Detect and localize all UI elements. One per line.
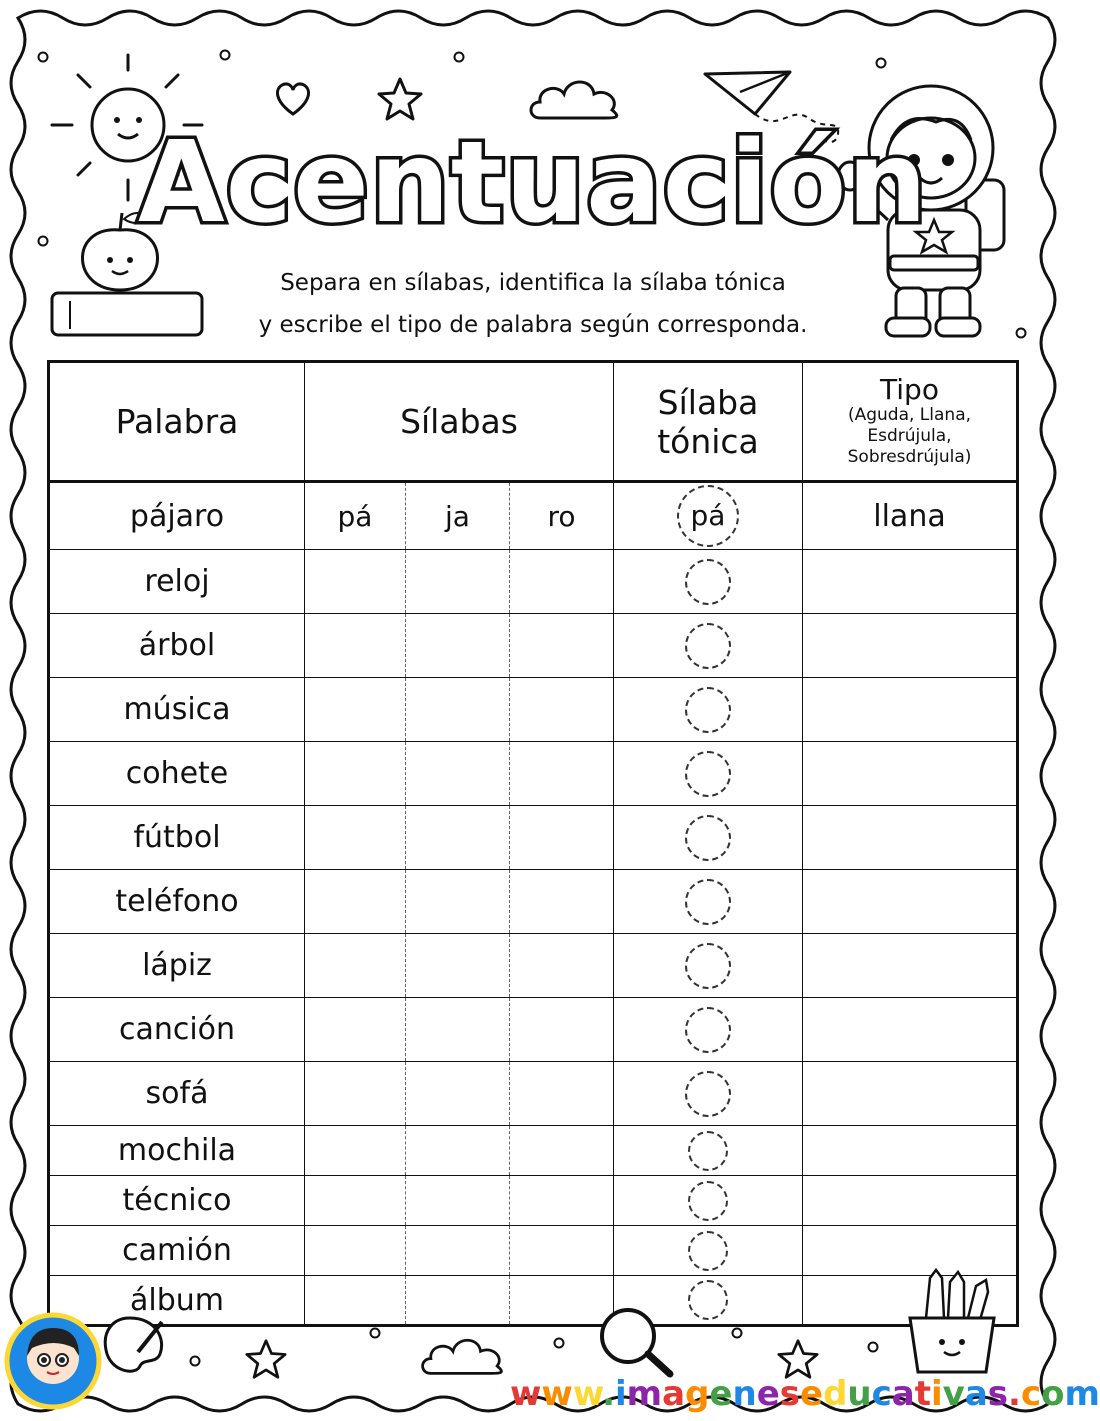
url-letter: d xyxy=(823,1374,848,1414)
url-letter: w xyxy=(572,1374,603,1414)
type-blank[interactable] xyxy=(803,1062,1018,1126)
header-tonica-line1: Sílaba xyxy=(657,382,759,422)
cloud-icon xyxy=(526,72,626,124)
cloud-icon xyxy=(418,1330,510,1380)
syllable-blank-3[interactable] xyxy=(510,678,614,742)
url-letter: c xyxy=(871,1374,892,1414)
example-type: llana xyxy=(803,482,1018,550)
syllable-blank-2[interactable] xyxy=(406,1126,510,1176)
stressed-syllable-circle[interactable] xyxy=(685,1071,731,1117)
word-cell: álbum xyxy=(49,1276,305,1326)
word-cell: lápiz xyxy=(49,934,305,998)
url-letter: g xyxy=(685,1374,710,1414)
url-letter: w xyxy=(541,1374,573,1414)
syllable-blank-1[interactable] xyxy=(305,998,406,1062)
header-tipo-options-2: Esdrújula, xyxy=(867,426,952,446)
stressed-syllable-cell xyxy=(614,678,803,742)
header-tonica-line2: tónica xyxy=(657,421,759,461)
table-row xyxy=(49,806,1018,870)
syllable-blank-1[interactable] xyxy=(305,550,406,614)
syllable-blank-2[interactable] xyxy=(406,1176,510,1226)
syllable-blank-3[interactable] xyxy=(510,998,614,1062)
site-url[interactable] xyxy=(510,1374,1100,1414)
syllable-blank-1[interactable] xyxy=(305,614,406,678)
word-cell: fútbol xyxy=(49,806,305,870)
word-cell: camión xyxy=(49,1226,305,1276)
stressed-syllable-circle[interactable] xyxy=(685,815,731,861)
url-letter: a xyxy=(662,1374,686,1414)
url-letter: i xyxy=(615,1374,627,1414)
header-tipo-options-3: Sobresdrújula) xyxy=(847,447,972,467)
decor-dot-icon xyxy=(36,50,50,64)
type-blank[interactable] xyxy=(803,998,1018,1062)
type-blank[interactable] xyxy=(803,1126,1018,1176)
syllable-blank-1[interactable] xyxy=(305,1126,406,1176)
stressed-syllable-cell xyxy=(614,1062,803,1126)
header-tipo-label: Tipo xyxy=(880,373,939,406)
table-row xyxy=(49,678,1018,742)
word-cell: cohete xyxy=(49,742,305,806)
syllable-blank-3[interactable] xyxy=(510,1226,614,1276)
syllable-blank-2[interactable] xyxy=(406,742,510,806)
syllable-blank-1[interactable] xyxy=(305,1176,406,1226)
stressed-syllable-cell xyxy=(614,1126,803,1176)
star-icon xyxy=(244,1338,288,1380)
stressed-syllable-cell xyxy=(614,934,803,998)
stressed-syllable-circle[interactable] xyxy=(685,687,731,733)
table-row xyxy=(49,870,1018,934)
url-letter: e xyxy=(800,1374,824,1414)
stressed-syllable-cell xyxy=(614,806,803,870)
instruction-line-2: y escribe el tipo de palabra según corresponda. xyxy=(258,312,808,338)
stressed-syllable-cell xyxy=(614,998,803,1062)
table-row xyxy=(49,550,1018,614)
table-row xyxy=(49,934,1018,998)
word-cell: técnico xyxy=(49,1176,305,1226)
header-silabas: Sílabas xyxy=(305,362,614,482)
palette-brush-icon xyxy=(100,1310,170,1380)
syllable-blank-1[interactable] xyxy=(305,934,406,998)
header-silaba-tonica xyxy=(614,362,803,482)
pencil-cup-icon xyxy=(900,1268,1004,1378)
type-blank[interactable] xyxy=(803,1176,1018,1226)
url-letter: . xyxy=(602,1374,616,1414)
url-letter: t xyxy=(914,1374,931,1414)
stressed-syllable-cell xyxy=(614,550,803,614)
stressed-syllable-cell xyxy=(614,614,803,678)
table-row xyxy=(49,1276,1018,1326)
syllable-blank-1[interactable] xyxy=(305,806,406,870)
syllable-blank-1[interactable] xyxy=(305,1062,406,1126)
decor-dot-icon xyxy=(452,50,466,64)
type-blank[interactable] xyxy=(803,678,1018,742)
syllable-blank-2[interactable] xyxy=(406,998,510,1062)
syllable-blank-3[interactable] xyxy=(510,550,614,614)
url-letter: a xyxy=(964,1374,988,1414)
decor-dot-icon xyxy=(218,48,232,62)
syllable-blank-2[interactable] xyxy=(406,614,510,678)
syllable-blank-2[interactable] xyxy=(406,870,510,934)
decor-dot-icon xyxy=(874,56,888,70)
type-blank[interactable] xyxy=(803,742,1018,806)
stressed-syllable-circle[interactable] xyxy=(685,1007,731,1053)
url-letter: v xyxy=(942,1374,965,1414)
heart-icon xyxy=(272,80,314,118)
table-row xyxy=(49,1226,1018,1276)
syllable-blank-1[interactable] xyxy=(305,870,406,934)
magnifier-icon xyxy=(592,1304,688,1378)
url-letter: c xyxy=(1020,1374,1042,1414)
syllable-blank-1[interactable] xyxy=(305,742,406,806)
syllable-blank-3[interactable] xyxy=(510,742,614,806)
stressed-syllable-circle[interactable] xyxy=(688,1280,728,1320)
decor-dot-icon xyxy=(730,1326,744,1340)
stressed-syllable-circle[interactable] xyxy=(688,1181,728,1221)
example-stressed-cell xyxy=(614,482,803,550)
type-blank[interactable] xyxy=(803,870,1018,934)
syllable-blank-2[interactable] xyxy=(406,1062,510,1126)
syllable-blank-2[interactable] xyxy=(406,934,510,998)
type-blank[interactable] xyxy=(803,614,1018,678)
decor-dot-icon xyxy=(866,1340,880,1354)
example-word: pájaro xyxy=(49,482,305,550)
site-logo-icon xyxy=(4,1312,102,1410)
stressed-syllable-circle[interactable] xyxy=(688,1131,728,1171)
word-cell: música xyxy=(49,678,305,742)
syllable-blank-3[interactable] xyxy=(510,806,614,870)
word-cell: mochila xyxy=(49,1126,305,1176)
syllable-blank-3[interactable] xyxy=(510,1062,614,1126)
type-blank[interactable] xyxy=(803,806,1018,870)
table-row xyxy=(49,742,1018,806)
example-syllable-3: ro xyxy=(510,482,614,550)
stressed-syllable-cell xyxy=(614,870,803,934)
syllable-blank-1[interactable] xyxy=(305,678,406,742)
word-cell: sofá xyxy=(49,1062,305,1126)
url-letter: n xyxy=(732,1374,757,1414)
url-letter: a xyxy=(891,1374,915,1414)
url-letter: m xyxy=(1064,1374,1100,1414)
url-letter: w xyxy=(510,1374,542,1414)
worksheet-title: Acentuación xyxy=(137,118,929,248)
header-tipo-options-1: (Aguda, Llana, xyxy=(847,405,972,425)
type-blank[interactable] xyxy=(803,934,1018,998)
url-letter: . xyxy=(1008,1374,1021,1414)
example-syllable-1: pá xyxy=(305,482,406,550)
syllable-blank-3[interactable] xyxy=(510,614,614,678)
stressed-syllable-cell xyxy=(614,1176,803,1226)
url-letter: e xyxy=(709,1374,733,1414)
decor-dot-icon xyxy=(552,1336,566,1350)
stressed-syllable-circle[interactable] xyxy=(685,879,731,925)
syllable-blank-2[interactable] xyxy=(406,1226,510,1276)
table-row xyxy=(49,1126,1018,1176)
word-cell: reloj xyxy=(49,550,305,614)
stressed-syllable-circle[interactable] xyxy=(685,943,731,989)
syllable-blank-2[interactable] xyxy=(406,678,510,742)
stressed-syllable-circle[interactable] xyxy=(685,751,731,797)
syllable-blank-1[interactable] xyxy=(305,1226,406,1276)
table-row xyxy=(49,614,1018,678)
syllable-blank-3[interactable] xyxy=(510,1176,614,1226)
url-letter: u xyxy=(847,1374,872,1414)
stressed-syllable-circle[interactable] xyxy=(685,559,731,605)
syllable-blank-2[interactable] xyxy=(406,806,510,870)
decor-dot-icon xyxy=(368,1326,382,1340)
url-letter: s xyxy=(779,1374,800,1414)
url-letter: m xyxy=(626,1374,663,1414)
url-letter: i xyxy=(931,1374,943,1414)
table-row xyxy=(49,1176,1018,1226)
url-letter: s xyxy=(987,1374,1009,1414)
star-icon xyxy=(376,76,424,122)
type-blank[interactable] xyxy=(803,550,1018,614)
syllable-blank-3[interactable] xyxy=(510,870,614,934)
syllable-blank-3[interactable] xyxy=(510,1126,614,1176)
example-stressed-syllable: pá xyxy=(677,485,739,547)
syllable-blank-2[interactable] xyxy=(406,550,510,614)
header-palabra: Palabra xyxy=(49,362,305,482)
example-row xyxy=(49,482,1018,550)
table-header-row xyxy=(49,362,1018,482)
decor-dot-icon xyxy=(188,1354,202,1368)
syllable-blank-1[interactable] xyxy=(305,1276,406,1326)
stressed-syllable-circle[interactable] xyxy=(685,623,731,669)
syllable-blank-3[interactable] xyxy=(510,934,614,998)
accentuation-table xyxy=(47,360,1019,1327)
stressed-syllable-cell xyxy=(614,742,803,806)
syllable-blank-2[interactable] xyxy=(406,1276,510,1326)
table-row xyxy=(49,1062,1018,1126)
header-tipo xyxy=(803,362,1018,482)
word-cell: canción xyxy=(49,998,305,1062)
url-letter: e xyxy=(756,1374,780,1414)
url-letter: o xyxy=(1041,1374,1065,1414)
word-cell: teléfono xyxy=(49,870,305,934)
word-cell: árbol xyxy=(49,614,305,678)
example-syllable-2: ja xyxy=(406,482,510,550)
stressed-syllable-circle[interactable] xyxy=(688,1231,728,1271)
instruction-line-1: Separa en sílabas, identifica la sílaba tónica xyxy=(280,270,786,296)
stressed-syllable-cell xyxy=(614,1226,803,1276)
table-row xyxy=(49,998,1018,1062)
